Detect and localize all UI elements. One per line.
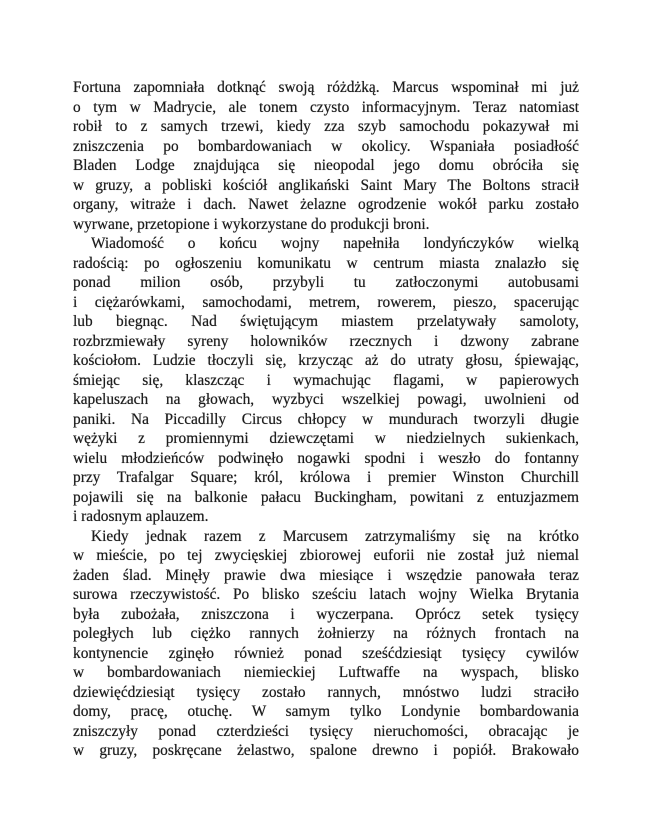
text-line: rozbrzmiewały syreny holowników rzecznych i dzwony zabrane — [73, 332, 579, 350]
text-line: paniki. Na Piccadilly Circus chłopcy w mundurach tworzyli długie — [73, 410, 579, 428]
text-line: przy Trafalgar Square; król, królowa i premier Winston Churchill — [73, 469, 579, 486]
text-line: żaden ślad. Minęły prawie dwa miesiące i wszędzie panowała teraz — [73, 566, 579, 584]
text-line: w bombardowaniach niemieckiej Luftwaffe na wyspach, blisko — [73, 664, 579, 681]
text-line: w gruzy, poskręcane żelastwo, spalone drewno i popiół. Brakowało — [73, 742, 579, 759]
text-line: domy, pracę, otuchę. W samym tylko Londynie bombardowania — [73, 703, 579, 720]
text-line: poległych lub ciężko rannych żołnierzy na różnych frontach na — [73, 625, 579, 642]
text-line: kapeluszach na głowach, wyzbyci wszelkiej powagi, uwolnieni od — [73, 391, 579, 408]
text-line: kontynencie zginęło również ponad sześćdziesiąt tysięcy cywilów — [73, 644, 579, 662]
text-line: śmiejąc się, klaszcząc i wymachując flagami, w papierowych — [73, 371, 579, 389]
text-line: Fortuna zapomniała dotknąć swoją różdżką. Marcus wspominał mi już — [73, 79, 579, 96]
paragraph — [73, 527, 579, 761]
text-line: organy, witraże i dach. Nawet żelazne ogrodzenie wokół parku zostało — [73, 196, 579, 213]
text-line: robił to z samych trzewi, kiedy zza szyb samochodu pokazywał mi — [73, 118, 579, 135]
text-line: w mieście, po tej zwycięskiej zbiorowej euforii nie został już niemal — [73, 547, 579, 564]
text-line: surowa rzeczywistość. Po blisko sześciu latach wojny Wielka Brytania — [73, 586, 579, 603]
text-line: ponad milion osób, przybyli tu zatłoczonymi autobusami — [73, 274, 579, 291]
text-line: zniszczyły ponad czterdzieści tysięcy nieruchomości, obracając je — [73, 722, 579, 740]
text-line: w gruzy, a pobliski kościół anglikański Saint Mary The Boltons stracił — [73, 176, 579, 194]
text-line: wielu młodzieńców podwinęło nogawki spodni i weszło do fontanny — [73, 449, 579, 467]
text-line: o tym w Madrycie, ale tonem czysto informacyjnym. Teraz natomiast — [73, 98, 579, 116]
paragraph — [73, 234, 579, 527]
paragraph — [73, 78, 579, 234]
text-line: radością: po ogłoszeniu komunikatu w centrum miasta znalazło się — [73, 254, 579, 272]
text-line: lub biegnąc. Nad świętującym miastem przelatywały samoloty, — [73, 313, 579, 330]
text-line: Wiadomość o końcu wojny napełniła londyńczyków wielką — [91, 235, 579, 252]
text-line: była zubożała, zniszczona i wyczerpana. Oprócz setek tysięcy — [73, 605, 579, 623]
text-line: pojawili się na balkonie pałacu Buckingham, powitani z entuzjazmem — [73, 488, 579, 506]
text-line: wyrwane, przetopione i wykorzystane do produkcji broni. — [73, 215, 430, 233]
text-line: dziewięćdziesiąt tysięcy zostało rannych, mnóstwo ludzi straciło — [73, 683, 579, 701]
text-line: kościołom. Ludzie tłoczyli się, krzycząc aż do utraty głosu, śpiewając, — [73, 352, 579, 369]
text-line: wężyki z promiennymi dziewczętami w niedzielnych sukienkach, — [73, 430, 579, 447]
page-text-block — [73, 78, 579, 761]
text-line: zniszczenia po bombardowaniach w okolicy. Wspaniała posiadłość — [73, 137, 579, 155]
text-line: i ciężarówkami, samochodami, metrem, rowerem, pieszo, spacerując — [73, 293, 579, 311]
text-line: Kiedy jednak razem z Marcusem zatrzymaliśmy się na krótko — [91, 527, 579, 545]
text-line: Bladen Lodge znajdująca się nieopodal jego domu obróciła się — [73, 157, 579, 174]
text-line: i radosnym aplauzem. — [73, 508, 209, 525]
